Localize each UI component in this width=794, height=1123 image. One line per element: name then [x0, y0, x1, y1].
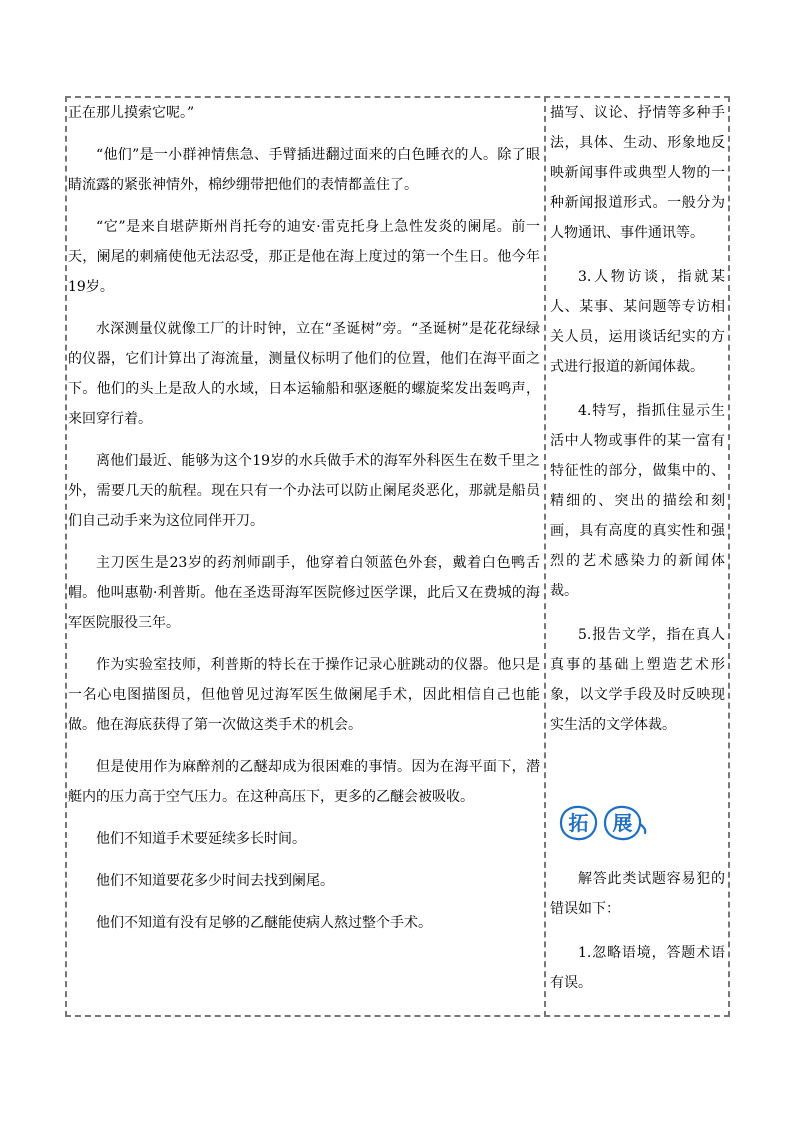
article-paragraph: 他们不知道有没有足够的乙醚能使病人熬过整个手术。 [96, 915, 432, 931]
article-paragraph: “他们”是一小群神情焦急、手臂插进翻过面来的白色睡衣的人。除了眼睛流露的紧张神情外，棉纱绷带把他们的表情都盖住了。 [68, 147, 540, 193]
note-item: 4.特写，指抓住显示生活中人物或事件的某一富有特征性的部分，做集中的、精细的、突出的描绘和刻画，具有高度的真实性和强烈的艺术感染力的新闻体裁。 [550, 403, 725, 599]
article-paragraph: “它”是来自堪萨斯州肖托夸的迪安·雷克托身上急性发炎的阑尾。前一天，阑尾的刺痛使他无法忍受，那正是他在海上度过的第一个生日。他今年19岁。 [68, 219, 540, 295]
article-paragraph: 但是使用作为麻醉剂的乙醚却成为很困难的事情。因为在海平面下，潜艇内的压力高于空气压力。在这种高压下，更多的乙醚会被吸收。 [68, 759, 540, 805]
badge-char: 展 [612, 811, 633, 835]
article-paragraph: 作为实验室技师，利普斯的特长在于操作记录心脏跳动的仪器。他只是一名心电图描图员，但他曾见过海军医生做阑尾手术，因此相信自己也能做。他在海底获得了第一次做这类手术的机会。 [68, 657, 540, 733]
article-paragraph: 水深测量仪就像工厂的计时钟，立在“圣诞树”旁。“圣诞树”是花花绿绿的仪器，它们计算出了海流量，测量仪标明了他们的位置，他们在海平面之下。他们的头上是敌人的水域，日本运输船和驱逐艇的螺旋桨发出轰鸣声，来回穿行着。 [68, 321, 540, 427]
article-paragraph: 他们不知道手术要延续多长时间。 [96, 831, 306, 847]
article-column [68, 98, 540, 938]
note-item: 3.人物访谈，指就某人、某事、某问题等专访相关人员，运用谈话纪实的方式进行报道的新闻体裁。 [550, 269, 725, 375]
note-paragraph: 描写、议论、抒情等多种手法，具体、生动、形象地反映新闻事件或典型人物的一种新闻报道形式。一般分为人物通讯、事件通讯等。 [550, 105, 725, 241]
note-item: 1.忽略语境，答题术语有误。 [550, 945, 725, 991]
notes-column [550, 98, 725, 740]
badge-char: 拓 [568, 811, 589, 835]
note-item: 5.报告文学，指在真人真事的基础上塑造艺术形象，以文学手段及时反映现实生活的文学体裁。 [550, 627, 725, 733]
column-divider [544, 96, 546, 1017]
note-paragraph: 解答此类试题容易犯的错误如下： [550, 871, 725, 917]
expand-badge-icon [556, 803, 648, 843]
article-paragraph: 正在那儿摸索它呢。” [68, 105, 195, 121]
notes-continued [550, 864, 725, 998]
article-paragraph: 离他们最近、能够为这个19岁的水兵做手术的海军外科医生在数千里之外，需要几天的航程。现在只有一个办法可以防止阑尾炎恶化，那就是船员们自己动手来为这位同伴开刀。 [68, 453, 540, 529]
article-paragraph: 他们不知道要花多少时间去找到阑尾。 [96, 873, 334, 889]
article-paragraph: 主刀医生是23岁的药剂师副手，他穿着白领蓝色外套，戴着白色鸭舌帽。他叫惠勒·利普斯。他在圣迭哥海军医院修过医学课，此后又在费城的海军医院服役三年。 [68, 555, 540, 631]
